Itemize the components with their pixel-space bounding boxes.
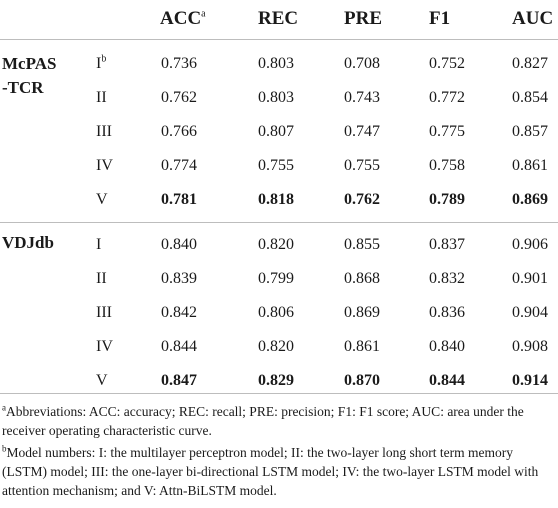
model-label: II (96, 89, 107, 106)
acc-cell: 0.842 (161, 304, 197, 321)
footnote-a (2, 402, 554, 440)
table-row (0, 229, 558, 263)
pre-cell: 0.870 (344, 372, 380, 389)
auc-cell: 0.904 (512, 304, 548, 321)
rec-cell: 0.829 (258, 372, 294, 389)
model-label: I (96, 236, 102, 253)
table-row (0, 82, 558, 116)
table-row (0, 150, 558, 184)
table-row (0, 184, 558, 218)
pre-cell: 0.762 (344, 191, 380, 208)
rec-cell: 0.820 (258, 236, 294, 253)
rec-cell: 0.799 (258, 270, 294, 287)
auc-cell: 0.861 (512, 157, 548, 174)
header-pre: PRE (344, 8, 382, 29)
f1-cell: 0.772 (429, 89, 465, 106)
header-f1: F1 (429, 8, 451, 29)
f1-cell: 0.832 (429, 270, 465, 287)
header-acc (160, 8, 206, 30)
acc-cell: 0.847 (161, 372, 197, 389)
acc-cell: 0.736 (161, 55, 197, 72)
auc-cell: 0.906 (512, 236, 548, 253)
rec-cell: 0.807 (258, 123, 294, 140)
model-label: I (96, 55, 102, 72)
table-bottom-rule (0, 393, 558, 394)
dataset-label-line1: VDJdb (2, 233, 54, 252)
pre-cell: 0.743 (344, 89, 380, 106)
footnote-b (2, 443, 554, 500)
table-header (0, 0, 558, 39)
header-rec: REC (258, 8, 299, 29)
pre-cell: 0.869 (344, 304, 380, 321)
f1-cell: 0.789 (429, 191, 465, 208)
acc-cell: 0.762 (161, 89, 197, 106)
rec-cell: 0.803 (258, 89, 294, 106)
rec-cell: 0.755 (258, 157, 294, 174)
acc-cell: 0.781 (161, 191, 197, 208)
pre-cell: 0.855 (344, 236, 380, 253)
rec-cell: 0.820 (258, 338, 294, 355)
footnote-b-mark: b (2, 443, 7, 454)
dataset-label-line1: McPAS (2, 54, 57, 73)
table-row (0, 116, 558, 150)
auc-cell: 0.914 (512, 372, 548, 389)
table-row (0, 48, 558, 82)
pre-cell: 0.747 (344, 123, 380, 140)
rec-cell: 0.803 (258, 55, 294, 72)
f1-cell: 0.758 (429, 157, 465, 174)
header-acc-label: ACC (160, 8, 202, 29)
footnote-b-text: Model numbers: I: the multilayer perceptron model; II: the two-layer long short term memory (LSTM) model; III: the one-layer bi-directional LSTM model; IV: the two-layer LSTM model with attention mechanism; and V: Attn-BiLSTM model. (2, 445, 539, 498)
dataset-divider (0, 222, 558, 223)
rec-cell: 0.818 (258, 191, 294, 208)
f1-cell: 0.752 (429, 55, 465, 72)
dataset-label-line2: -TCR (2, 78, 44, 97)
acc-cell: 0.840 (161, 236, 197, 253)
f1-cell: 0.836 (429, 304, 465, 321)
footnote-mark-b: b (101, 53, 107, 65)
model-label: IV (96, 157, 113, 174)
auc-cell: 0.827 (512, 55, 548, 72)
table-row (0, 331, 558, 365)
footnote-a-mark: a (2, 402, 6, 413)
acc-cell: 0.839 (161, 270, 197, 287)
pre-cell: 0.708 (344, 55, 380, 72)
auc-cell: 0.857 (512, 123, 548, 140)
header-divider (0, 39, 558, 40)
auc-cell: 0.908 (512, 338, 548, 355)
f1-cell: 0.844 (429, 372, 465, 389)
rec-cell: 0.806 (258, 304, 294, 321)
model-label: V (96, 191, 108, 208)
table-footnotes (2, 402, 554, 503)
f1-cell: 0.840 (429, 338, 465, 355)
model-label: V (96, 372, 108, 389)
auc-cell: 0.869 (512, 191, 548, 208)
f1-cell: 0.837 (429, 236, 465, 253)
footnote-a-text: Abbreviations: ACC: accuracy; REC: recall; PRE: precision; F1: F1 score; AUC: area under the receiver operating characteristic curve. (2, 404, 524, 438)
f1-cell: 0.775 (429, 123, 465, 140)
model-label: II (96, 270, 107, 287)
table-row (0, 297, 558, 331)
auc-cell: 0.854 (512, 89, 548, 106)
footnote-mark-a: a (201, 8, 206, 20)
pre-cell: 0.868 (344, 270, 380, 287)
model-label: III (96, 304, 112, 321)
auc-cell: 0.901 (512, 270, 548, 287)
pre-cell: 0.755 (344, 157, 380, 174)
model-label: IV (96, 338, 113, 355)
header-auc: AUC (512, 8, 554, 29)
acc-cell: 0.774 (161, 157, 197, 174)
pre-cell: 0.861 (344, 338, 380, 355)
acc-cell: 0.844 (161, 338, 197, 355)
model-cell (96, 55, 106, 73)
table-row (0, 263, 558, 297)
acc-cell: 0.766 (161, 123, 197, 140)
model-label: III (96, 123, 112, 140)
